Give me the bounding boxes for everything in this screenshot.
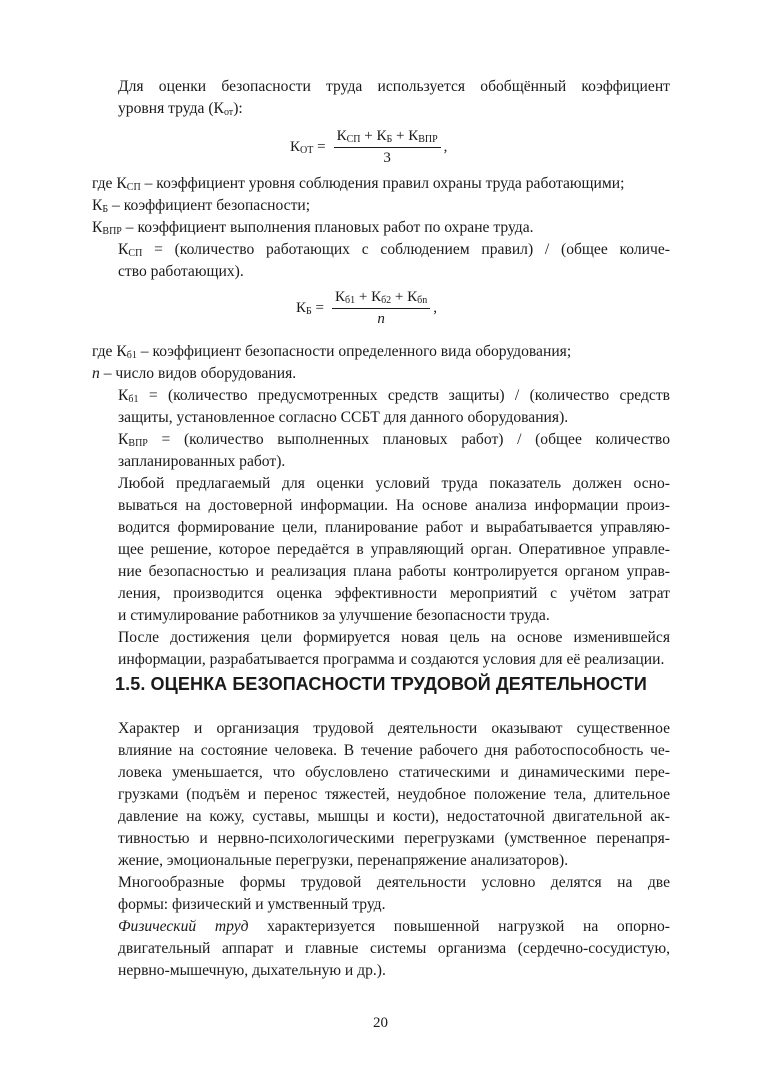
text-line: водится формирование цели, планирование работ и вырабатывается управляю- (118, 519, 670, 536)
text-line: ловека уменьшается, что обусловлено статическими и динамическими пере- (118, 764, 670, 781)
text-line: После достижения цели формируется новая цель на основе изменившейся (118, 629, 670, 646)
text-line: и стимулирование работников за улучшение безопасности труда. (118, 607, 550, 624)
text-line: грузками (подъём и перенос тяжестей, неудобное положение тела, длительное (118, 786, 670, 803)
definition-kb1: где $К_{б1}$ – коэффициент безопасности определенного вида оборудования; (92, 343, 572, 361)
text-line: Любой предлагаемый для оценки условий труда показатель должен осно- (118, 475, 670, 492)
text-line: ние безопасностью и реализация плана работы контролируется органом управ- (118, 563, 670, 580)
text-line: Многообразные формы трудовой деятельности условно делятся на две (118, 874, 670, 891)
formula-fraction (334, 128, 441, 167)
ksp-definition-paragraph (92, 239, 670, 283)
text-line: влияние на состояние человека. В течение рабочего дня работоспособность че- (118, 742, 670, 759)
text-line: Физический труд характеризуется повышенной нагрузкой на опорно- (118, 918, 670, 935)
page-number: 20 (373, 1015, 388, 1031)
fraction-denominator: 3 (383, 150, 391, 166)
text-line: двигательный аппарат и главные системы организма (сердечно-сосудистую, (118, 940, 670, 957)
formula-lhs: $К_{ОТ}$ = (290, 139, 326, 156)
forms-paragraph (92, 872, 670, 916)
kb1-definition-paragraph (92, 385, 670, 429)
section-heading: 1.5. ОЦЕНКА БЕЗОПАСНОСТИ ТРУДОВОЙ ДЕЯТЕЛЬНОСТИ (115, 674, 647, 694)
text-line: жение, эмоциональные перегрузки, перенапряжение анализаторов). (118, 852, 569, 869)
text-line: $К_{СП}$ = (количество работающих с соблюдением правил) / (общее количе- (118, 241, 670, 259)
text-line: щее решение, которое передаётся в управляющий орган. Оперативное управле- (118, 541, 670, 558)
definition-kb: $К_Б$ – коэффициент безопасности; (92, 197, 311, 215)
definitions-list-2 (92, 341, 670, 385)
formula-fraction (332, 289, 430, 328)
definitions-list (92, 173, 670, 239)
intro-paragraph (92, 76, 670, 120)
text-line: вываться на достоверной информации. На основе анализа информации произ- (118, 497, 670, 514)
text-line: запланированных работ). (118, 453, 286, 470)
management-paragraph (92, 473, 670, 627)
work-character-paragraph (92, 718, 670, 872)
goal-paragraph (92, 627, 670, 671)
formula-comma: , (443, 139, 448, 155)
kvpr-definition-paragraph (92, 429, 670, 473)
text-line: информации, разрабатывается программа и создаются условия для её реализации. (118, 651, 665, 668)
text-line: $К_{б1}$ = (количество предусмотренных средств защиты) / (количество средств (118, 387, 670, 405)
text-line: уровня труда $(К_{от})$: (118, 100, 243, 118)
fraction-numerator: $К_{б1} + К_{б2} + К_{бn}$ (332, 289, 430, 309)
fraction-numerator: $К_{СП} + К_Б + К_{ВПР}$ (334, 128, 441, 148)
formula-kot (290, 128, 447, 167)
physical-work-paragraph (92, 916, 670, 982)
text-line: Характер и организация трудовой деятельности оказывают существенное (118, 720, 670, 737)
text-line: Для оценки безопасности труда используется обобщённый коэффициент (118, 78, 670, 95)
definition-kvpr: $К_{ВПР}$ – коэффициент выполнения плановых работ по охране труда. (92, 219, 534, 237)
text-line: нервно-мышечную, дыхательную и др.). (118, 962, 386, 979)
formula-comma: , (433, 300, 437, 316)
text-line: $К_{ВПР}$ = (количество выполненных плановых работ) / (общее количество (118, 431, 670, 449)
text-line: защиты, установленное согласно ССБТ для данного оборудования). (118, 409, 569, 426)
text-line: тивностью и нервно-психологическими перегрузками (умственное перенапря- (118, 830, 670, 847)
text-line: формы: физический и умственный труд. (118, 896, 386, 913)
text-line: давление на кожу, суставы, мышцы и кости), недостаточной двигательной ак- (118, 808, 670, 825)
text-line: ления, производится оценка эффективности мероприятий с учётом затрат (118, 585, 670, 602)
fraction-denominator: n (377, 311, 385, 327)
definition-ksp: где $К_{СП}$ – коэффициент уровня соблюдения правил охраны труда работающими; (92, 175, 625, 193)
formula-lhs: $К_Б$ = (296, 300, 324, 317)
definition-n: n – число видов оборудования. (92, 365, 297, 382)
formula-kb (296, 289, 437, 328)
text-line: ство работающих). (118, 263, 244, 280)
